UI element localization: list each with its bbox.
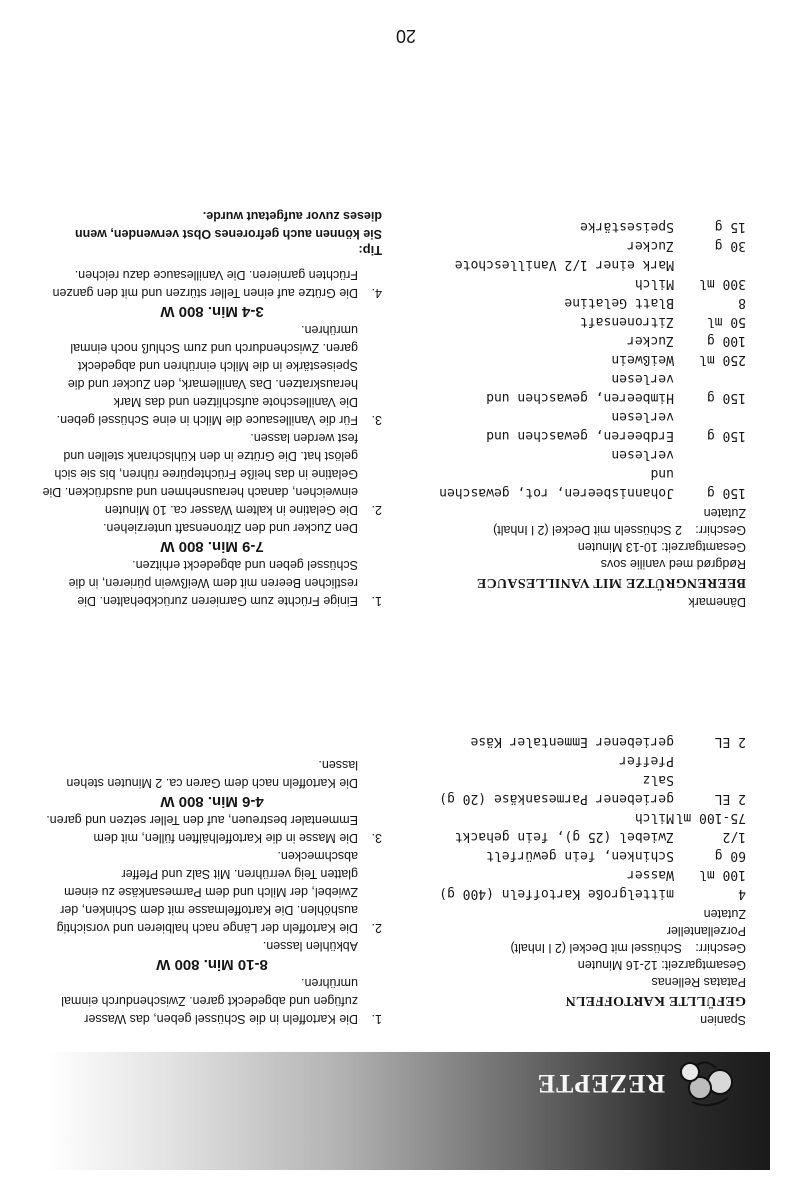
step-text: Die Masse in die Kartoffelhälften füllen, mit dem Emmentaler bestreuen, auf den Teller setzen und garen. (46, 813, 358, 845)
recipe-title: BEERENGRÜTZE MIT VANILLESAUCE (476, 575, 746, 590)
ingredient-amount: 50 ml (706, 314, 746, 329)
ingredient-amount: 4 (738, 886, 746, 901)
ingredient-item (416, 255, 746, 274)
ingredient-text: geriebener Parmesankäse (20 g) (439, 791, 674, 806)
ingredient-amount: 15 g (714, 219, 746, 234)
ingredients-label: Zutaten (703, 506, 746, 520)
step-text: Einige Früchte zum Garnieren zurückbehalten. Die restlichen Beeren mit dem Weißwein pürieren, in die Schüssel geben und abgedeckt erhitzen. (68, 558, 358, 608)
ingredient-amount: 100 ml (699, 867, 746, 882)
ingredient-text: Zucker (627, 333, 674, 348)
food-illustration-icon (674, 1056, 740, 1112)
dishware-value-2: Porzellanteller (666, 924, 746, 938)
step-item (42, 266, 382, 302)
step-list (42, 756, 382, 1028)
ingredient-text: Johannisbeeren, rot, gewaschen und (439, 466, 674, 500)
ingredient-amount: 1/2 (722, 829, 746, 844)
ingredient-item (416, 865, 746, 884)
ingredient-item (416, 789, 746, 808)
cooking-power: 7-9 Min. 800 W (160, 538, 264, 555)
step-item (42, 429, 382, 519)
step-number: 4. (371, 286, 382, 300)
step-number: 2. (371, 921, 382, 935)
ingredient-item (416, 217, 746, 236)
step-number: 1. (371, 594, 382, 608)
ingredient-text: mittelgroße Kartoffeln (400 g) (439, 886, 674, 901)
ingredient-text: verlesen (611, 447, 674, 462)
header-banner (46, 1052, 770, 1170)
step-item (42, 937, 382, 955)
ingredient-text: Salz (642, 772, 674, 787)
ingredient-amount (674, 255, 746, 274)
recipe-total-time: Gesamtgarzeit: 12-16 Minuten (577, 958, 746, 972)
ingredient-amount: 30 g (714, 238, 746, 253)
ingredient-text: Himbeeren, gewaschen und verlesen (486, 371, 674, 405)
ingredient-text: Milch (634, 810, 674, 825)
ingredient-text: Zitronensaft (580, 314, 674, 329)
ingredient-item (416, 312, 746, 331)
tip-text: Sie können auch gefrorenes Obst verwenden, wenn dieses zuvor aufgetaut wurde. (74, 209, 382, 241)
ingredient-text: Weißwein (611, 352, 674, 367)
ingredient-amount (674, 770, 746, 789)
ingredient-item (416, 464, 746, 502)
ingredient-item (416, 751, 746, 770)
ingredient-item (416, 770, 746, 789)
ingredient-item (416, 732, 746, 751)
ingredient-text: Blatt Gelatine (564, 295, 674, 310)
recipe-total-time: Gesamtgarzeit: 10-13 Minuten (577, 540, 746, 554)
step-number (358, 937, 382, 955)
cooking-power: 8-10 Min. 800 W (156, 956, 268, 973)
step-item (42, 847, 382, 937)
ingredient-item (416, 808, 746, 827)
step-item (42, 556, 382, 610)
step-text: Abkühlen lassen. (262, 939, 358, 953)
ingredient-item (416, 274, 746, 293)
ingredient-amount: 150 g (706, 390, 746, 405)
ingredient-amount: 2 EL (714, 791, 746, 806)
ingredient-text: geriebener Emmentaler Käse (470, 734, 674, 749)
recipe-title: GEFÜLLTE KARTOFFELN (565, 993, 746, 1008)
dishware-value: Schüssel mit Deckel (2 l Inhalt) (510, 941, 682, 955)
page-number: 20 (395, 26, 416, 46)
step-item (42, 321, 382, 429)
ingredient-text: Erdbeeren, gewaschen und verlesen (486, 409, 674, 443)
ingredient-amount: 100 g (706, 333, 746, 348)
ingredient-amount: 300 ml (699, 276, 746, 291)
ingredient-amount: 60 g (714, 848, 746, 863)
recipe-original-name: Rødgrød med vanilie sovs (600, 557, 746, 571)
step-text: Die Kartoffeln in die Schüssel geben, das Wasser zufügen und abgedeckt garen. Zwischendurch einmal umrühren. (61, 976, 358, 1026)
step-number: 2. (371, 503, 382, 517)
recipe-info-beerengruetze (416, 217, 746, 610)
recipe-original-name: Patatas Rellenas (651, 975, 746, 989)
step-list (42, 266, 382, 610)
ingredient-amount: 250 ml (699, 352, 746, 367)
step-text: Den Zucker und den Zitronensaft unterziehen. (102, 521, 358, 535)
ingredient-amount: 150 g (706, 485, 746, 500)
step-item (42, 974, 382, 1028)
ingredient-item (416, 846, 746, 865)
step-item (42, 811, 382, 847)
ingredient-item (416, 293, 746, 312)
step-number: 3. (371, 831, 382, 845)
ingredient-text: Speisestärke (580, 219, 674, 234)
step-item (42, 756, 382, 792)
ingredient-amount: 8 (738, 295, 746, 310)
recipe-steps-kartoffeln (42, 756, 382, 1028)
step-text: Die Gelatine in kaltem Wasser ca. 10 Minuten einweichen, danach herausnehmen und ausdrücken. Die Gelatine in das heiße Früchtepüree rühren, bis sie sich gelöst hat. Die Grütze in den Kühlschrank stellen und fest werden lassen. (42, 431, 358, 517)
dishware-row (416, 521, 746, 538)
ingredient-text: Zwiebel (25 g), fein gehackt (454, 829, 674, 844)
ingredient-amount (674, 751, 746, 770)
ingredient-item (416, 350, 746, 369)
ingredient-text: Wasser (627, 867, 674, 882)
ingredient-amount: 150 g (706, 428, 746, 443)
tip-label: Tip: (358, 243, 382, 258)
ingredient-item (416, 369, 746, 407)
ingredient-text: Mark einer 1/2 Vanilleschote (454, 257, 674, 272)
step-number: 1. (371, 1012, 382, 1026)
ingredient-item (416, 331, 746, 350)
ingredient-amount: 75-100 ml (675, 810, 746, 825)
section-title: REZEPTE (536, 1069, 665, 1098)
recipe-info-kartoffeln (416, 732, 746, 1028)
dishware-row (416, 939, 746, 956)
ingredient-text: Zucker (627, 238, 674, 253)
ingredients-label: Zutaten (703, 907, 746, 921)
step-text: Die Grütze auf einen Teller stürzen und mit den ganzen Früchten garnieren. Die Vanillesauce dazu reichen. (52, 268, 358, 300)
recipe-steps-beerengruetze (42, 207, 382, 610)
ingredient-item (416, 827, 746, 846)
ingredient-item (416, 236, 746, 255)
ingredient-text: Schinken, fein gewürfelt (486, 848, 674, 863)
recipe-country: Dänemark (688, 595, 746, 609)
ingredient-amount (674, 445, 746, 464)
ingredient-amount: 2 EL (714, 734, 746, 749)
ingredient-item (416, 407, 746, 445)
ingredient-list (416, 732, 746, 903)
recipe-country: Spanien (700, 1013, 746, 1027)
ingredient-text: Pfeffer (619, 753, 674, 768)
cooking-power: 4-6 Min. 800 W (160, 793, 264, 810)
ingredient-item (416, 445, 746, 464)
dishware-label: Geschirr: (695, 941, 746, 955)
ingredient-item (416, 884, 746, 903)
step-number (358, 519, 382, 537)
ingredient-list (416, 217, 746, 502)
step-text: Für die Vanillesauce die Milch in eine Schüssel geben. Die Vanilleschote aufschlitzen und das Mark herauskratzen. Das Vanillemark, den Zucker und die Speisestärke in die Milch einrühren und abgedeckt garen. Zwischendurch und zum Schluß noch einmal umrühren. (56, 323, 358, 427)
step-text: Die Kartoffeln nach dem Garen ca. 2 Minuten stehen lassen. (66, 758, 358, 790)
cooking-power: 3-4 Min. 800 W (160, 303, 264, 320)
step-number (358, 756, 382, 792)
step-item (42, 519, 382, 537)
step-text: Die Kartoffeln der Länge nach halbieren und vorsichtig aushöhlen. Die Kartoffelmasse mit dem Schinken, der Zwiebel, der Milch und dem Parmesankäse zu einem glatten Teig verrühren. Mit Salz und Pfeffer abschmecken. (56, 849, 358, 935)
dishware-label: Geschirr: (695, 523, 746, 537)
dishware-value: 2 Schüsseln mit Deckel (2 l Inhalt) (493, 523, 682, 537)
step-number: 3. (371, 413, 382, 427)
ingredient-text: Milch (634, 276, 674, 291)
